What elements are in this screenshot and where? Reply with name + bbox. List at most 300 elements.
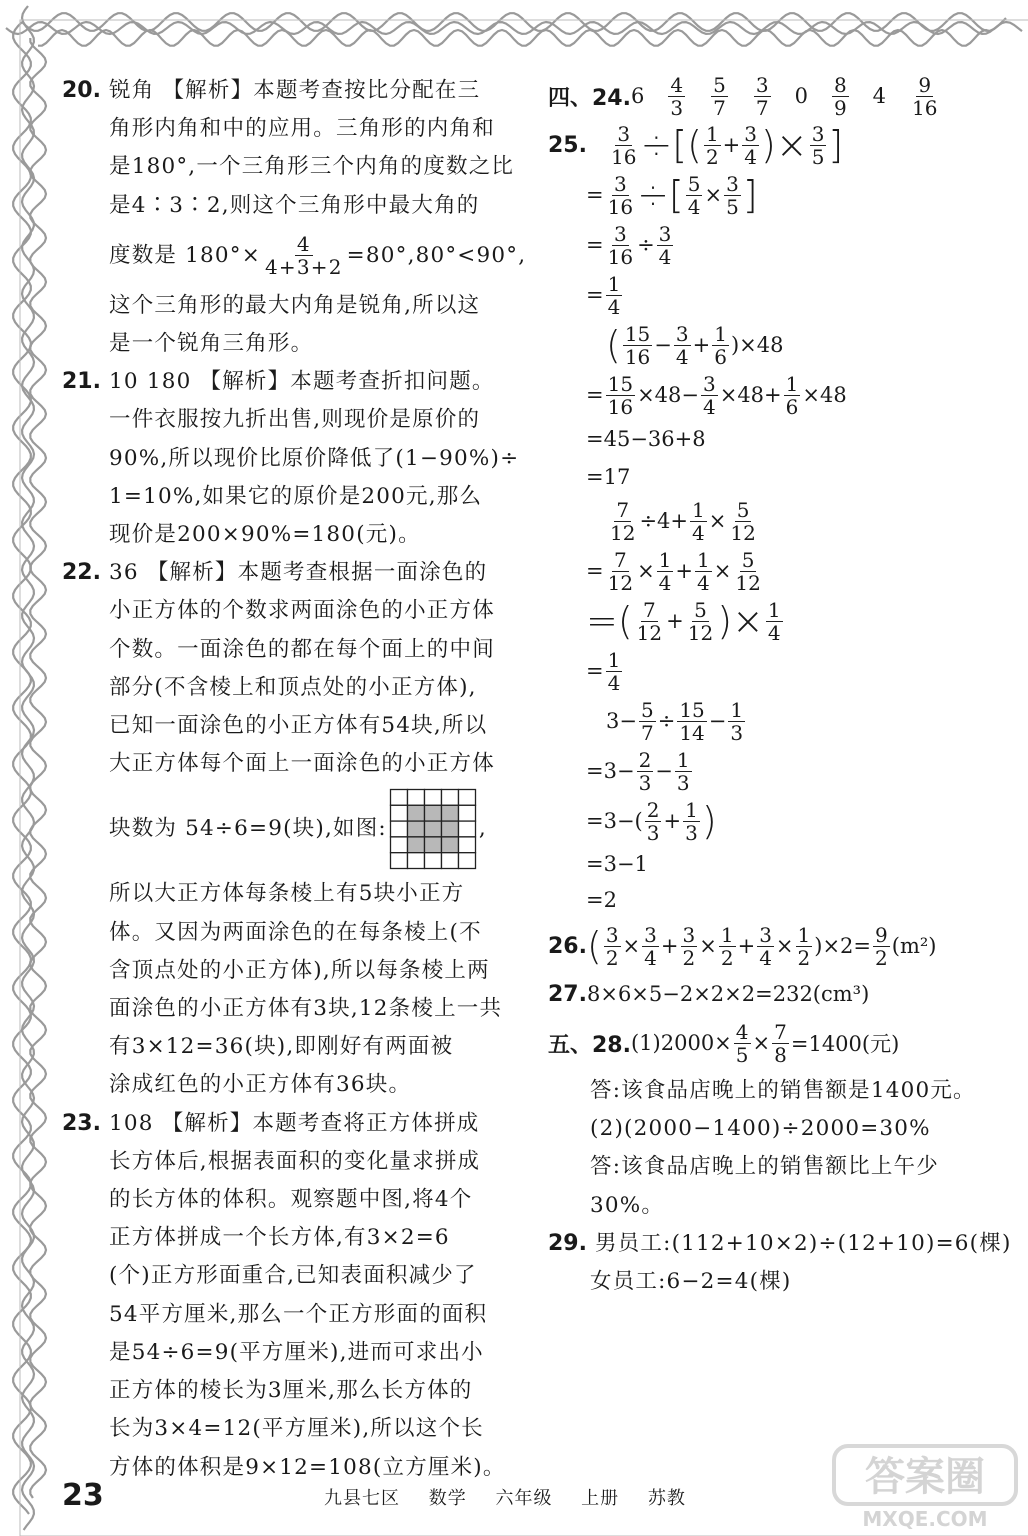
text: (1)2000× (630, 1031, 732, 1055)
numerator: 5 (713, 72, 726, 97)
text: )× (761, 123, 808, 167)
fraction (604, 924, 621, 969)
fraction (742, 123, 759, 168)
text: 角形内角和中的应用。三角形的内角和 (109, 116, 495, 142)
text: 所以大正方体每条棱上有5块小正方 (109, 881, 465, 907)
text: 一件衣服按九折出售,则现价是原价的 (109, 407, 481, 433)
numerator: 5 (694, 597, 707, 622)
q20-line (62, 148, 515, 186)
denominator: 4 (675, 344, 689, 369)
question-number: 29. (548, 1230, 587, 1256)
denominator: 4 (644, 945, 657, 970)
denominator: 14 (679, 720, 705, 745)
q22-line (62, 875, 506, 913)
text: + (660, 934, 679, 958)
fraction (606, 173, 635, 218)
text: − (708, 709, 727, 733)
fraction (677, 699, 706, 744)
fraction (728, 699, 745, 744)
q29-line (548, 1263, 993, 1301)
numerator: 3 (613, 171, 627, 196)
denominator: 4 (607, 294, 621, 319)
text: =1400(元) (790, 1032, 900, 1056)
numerator: 3 (605, 922, 619, 947)
text: ×48+ (719, 383, 782, 407)
numerator: 15 (607, 371, 634, 396)
text: )×2= (814, 934, 872, 958)
q23-line (62, 1181, 506, 1219)
q25-step (548, 170, 993, 220)
numerator: 1 (797, 922, 811, 947)
denominator: 7 (640, 720, 654, 745)
numerator: 3 (759, 922, 772, 947)
text: 锐角 【解析】本题考查按比分配在三 (109, 78, 481, 103)
numerator: 15 (624, 321, 651, 346)
text: =3− (586, 759, 635, 783)
numerator: 3 (811, 121, 825, 146)
q23-line (62, 1105, 506, 1143)
denominator: 2 (720, 945, 734, 970)
fraction (810, 123, 827, 168)
denominator: 12 (687, 620, 714, 645)
numerator: 3 (675, 321, 689, 346)
q21-line (62, 478, 506, 516)
numerator: 7 (613, 547, 627, 572)
text: 30%。 (590, 1192, 665, 1218)
q23-line (62, 1334, 506, 1372)
text: 度数是 180°× (109, 242, 261, 268)
fraction (712, 323, 729, 368)
q28-answer-line (548, 1187, 993, 1225)
fraction (606, 273, 623, 318)
denominator: 6 (714, 344, 727, 369)
q25-step (548, 646, 993, 696)
numerator: 7 (643, 597, 656, 622)
q25-step (548, 846, 993, 882)
denominator: 16 (607, 244, 634, 269)
denominator: 3 (676, 770, 690, 795)
text: = (586, 233, 604, 257)
text: =17 (586, 465, 631, 489)
denominator: 4 (697, 570, 710, 595)
text: 正方体拼成一个长方体,有3×2=6 (109, 1225, 450, 1251)
question-number: 21. (62, 369, 101, 395)
q22-line (62, 1028, 506, 1066)
numerator: 3 (644, 922, 657, 947)
text: × (637, 559, 655, 583)
denominator: 8 (774, 1042, 787, 1067)
text: + (722, 133, 741, 157)
numerator: 7 (616, 497, 630, 522)
watermark-text: 答案圈 (865, 1454, 985, 1500)
text: ÷4+ (639, 509, 689, 533)
text: 有3×12=36(块),即刚好有两面被 (109, 1034, 454, 1060)
text: 现价是200×90%=180(元)。 (109, 522, 421, 548)
denominator: 4 (658, 570, 672, 595)
text: =2 (586, 888, 617, 912)
fraction (623, 323, 652, 368)
q28-answer-line (548, 1148, 993, 1186)
denominator: 3 (670, 95, 684, 120)
fraction (772, 1021, 789, 1066)
text: = (586, 383, 604, 407)
text: 答:该食品店晚上的销售额是1400元。 (590, 1078, 976, 1103)
fraction (695, 549, 712, 594)
q25-step (548, 370, 993, 420)
numerator: 3 (658, 221, 672, 246)
text: 女员工:6−2=4(棵) (590, 1269, 792, 1295)
page-number: 23 (62, 1478, 104, 1513)
fraction (657, 549, 674, 594)
fraction (690, 499, 707, 544)
numerator: 5 (687, 171, 701, 196)
fraction (873, 924, 890, 969)
text: 1=10%,如果它的原价是200元,那么 (109, 483, 483, 509)
numerator: 4 (296, 232, 311, 257)
numerator: 1 (692, 497, 705, 522)
fraction (766, 599, 783, 644)
text: 是180°,一个三角形三个内角的度数之比 (109, 154, 515, 180)
fraction (832, 74, 849, 119)
denominator: 5 (726, 194, 739, 219)
q25-step (548, 320, 993, 370)
numerator: 3 (726, 171, 739, 196)
q22-line (62, 707, 506, 745)
text: 0 (794, 84, 808, 108)
denominator: 4 (759, 945, 772, 970)
text: 36 【解析】本题考查根据一面涂色的 (109, 560, 488, 586)
fraction (701, 373, 718, 418)
text: )×48 (730, 333, 784, 357)
q25-step (548, 546, 993, 596)
numerator: 15 (679, 697, 705, 722)
text: × (704, 183, 723, 207)
text: ÷[ (637, 173, 684, 217)
fraction (754, 74, 771, 119)
text: 54平方厘米,那么一个正方形面的面积 (109, 1301, 488, 1327)
numerator: 2 (638, 747, 652, 772)
denominator: 6 (785, 394, 799, 419)
text: + (666, 609, 684, 633)
numerator: 3 (613, 221, 627, 246)
denominator: 4 (702, 394, 716, 419)
q29-line (548, 1225, 1012, 1263)
q22-line (62, 669, 506, 707)
denominator: 16 (607, 394, 634, 419)
text: (个)正方形面重合,已知表面积减少了 (109, 1263, 477, 1289)
text: , (478, 816, 487, 842)
q23-line (62, 1257, 506, 1295)
denominator: 3 (638, 770, 652, 795)
q21-line (62, 440, 520, 478)
text: = (586, 183, 604, 207)
text: 的长方体的体积。观察题中图,将4个 (109, 1187, 473, 1213)
text: × (713, 559, 732, 583)
fraction (657, 223, 674, 268)
text: 8×6×5−2×2×2=232(cm³) (586, 982, 870, 1006)
fraction (606, 549, 635, 594)
watermark-url: MXQE.COM (862, 1507, 988, 1531)
denominator: 2 (875, 945, 888, 970)
text: =3−( (586, 809, 643, 833)
q21-line (62, 401, 506, 439)
text: − (654, 333, 672, 357)
q28-answer-line (548, 1110, 993, 1148)
fraction (686, 173, 703, 218)
q21-line (62, 363, 506, 401)
question-number: 四、24. (548, 85, 631, 111)
numerator: 1 (730, 697, 744, 722)
text: 长方体后,根据表面积的变化量求拼成 (109, 1148, 481, 1174)
denominator: 12 (735, 570, 761, 595)
numerator: 1 (685, 797, 698, 822)
denominator: 7 (755, 95, 769, 120)
text: 大正方体每个面上一面涂色的小正方体 (109, 751, 495, 777)
numerator: 8 (833, 72, 847, 97)
denominator: 4 (767, 620, 781, 645)
denominator: 12 (636, 620, 663, 645)
numerator: 5 (640, 697, 654, 722)
fraction (642, 924, 659, 969)
fraction (263, 233, 345, 278)
fraction (635, 599, 664, 644)
text: 是一个锐角三角形。 (109, 331, 314, 357)
question-number: 22. (62, 560, 101, 586)
q27-equation (548, 974, 993, 1014)
denominator: 12 (730, 520, 756, 545)
denominator: 12 (607, 570, 634, 595)
fraction (719, 924, 736, 969)
text: × (775, 934, 794, 958)
numerator: 9 (875, 922, 888, 947)
numerator: 4 (735, 1019, 749, 1044)
text: 部分(不含棱上和顶点处的小正方体), (109, 674, 477, 700)
q24-answers (548, 72, 993, 120)
text: 90%,所以现价比原价降低了(1−90%)÷ (109, 445, 520, 471)
text: ÷ (657, 709, 676, 733)
text: 方体的体积是9×12=108(立方厘米)。 (109, 1454, 506, 1480)
text: × (708, 509, 727, 533)
fraction (734, 1021, 751, 1066)
text: 体。又因为两面涂色的在每条棱上(不 (109, 919, 482, 945)
denominator: 2 (705, 144, 719, 169)
question-number: 26. (548, 933, 587, 959)
text: 10 180 【解析】本题考查折扣问题。 (109, 369, 495, 395)
fraction (784, 373, 801, 418)
q20-line (62, 187, 506, 225)
fraction (733, 549, 762, 594)
numerator: 1 (705, 121, 719, 146)
fraction (639, 699, 656, 744)
fraction (796, 924, 813, 969)
text: ( (586, 924, 602, 968)
fraction (645, 799, 662, 844)
denominator: 9 (833, 95, 847, 120)
q23-line (62, 1219, 506, 1257)
numerator: 1 (714, 321, 727, 346)
text: ( (606, 323, 621, 367)
q22-line (62, 952, 506, 990)
text: ×48 (802, 383, 847, 407)
question-number: 27. (548, 981, 587, 1007)
q23-line (62, 1296, 506, 1334)
numerator: 3 (682, 922, 696, 947)
question-number: 五、28. (548, 1032, 631, 1058)
q20-line (62, 72, 506, 110)
q22-line (62, 990, 506, 1028)
fraction (704, 123, 721, 168)
numerator: 5 (741, 547, 755, 572)
q22-line (62, 1066, 506, 1104)
text: 已知一面涂色的小正方体有54块,所以 (109, 713, 488, 739)
text: × (699, 934, 717, 958)
denominator: 7 (713, 95, 726, 120)
text: ÷[( (640, 123, 702, 167)
q25-step (548, 882, 993, 918)
q25-step (548, 420, 993, 458)
q28-answer-line (548, 1072, 993, 1110)
text: ] (742, 173, 758, 217)
text: (m²) (891, 934, 937, 958)
question-number: 20. (62, 78, 101, 103)
q28-equation (548, 1014, 993, 1072)
numerator: 1 (785, 371, 799, 396)
q20-line (62, 110, 506, 148)
text: =3−1 (586, 852, 648, 876)
text: =( (586, 599, 633, 643)
text: + (663, 809, 682, 833)
fraction (609, 123, 638, 168)
q20-line (62, 225, 527, 287)
denominator: 2 (605, 945, 619, 970)
q26-equation (548, 918, 993, 974)
denominator: 16 (912, 95, 938, 120)
text: 含顶点处的小正方体),所以每条棱上两 (109, 957, 490, 983)
text: 6 (630, 84, 645, 108)
text: 男员工:(112+10×2)÷(12+10)=6(棵) (595, 1230, 1012, 1256)
q25-step (548, 270, 993, 320)
denominator: 4 (658, 244, 672, 269)
numerator: 3 (755, 72, 769, 97)
fraction (686, 599, 715, 644)
q25-step (548, 458, 993, 496)
numerator: 1 (676, 747, 690, 772)
q21-line (62, 516, 506, 554)
text: 个数。一面涂色的都在每个面上的中间 (109, 636, 495, 662)
q25-step (548, 596, 993, 646)
fraction (608, 499, 637, 544)
watermark-logo (830, 1440, 1020, 1532)
q20-line (62, 287, 506, 325)
denominator: 2 (682, 945, 696, 970)
numerator: 1 (607, 271, 621, 296)
q22-line (62, 914, 506, 952)
text: = (586, 559, 604, 583)
q25-step (548, 120, 993, 170)
q25-step (548, 696, 993, 746)
text: 正方体的棱长为3厘米,那么长方体的 (109, 1378, 473, 1404)
fraction (757, 924, 774, 969)
fraction (606, 373, 635, 418)
q22-line (62, 783, 506, 875)
fraction (724, 173, 741, 218)
denominator: 12 (610, 520, 636, 545)
denominator: 4 (692, 520, 705, 545)
denominator: 5 (811, 144, 825, 169)
text: )× (717, 599, 764, 643)
text: =80°,80°<90°, (346, 242, 527, 268)
numerator: 3 (617, 121, 631, 146)
fraction (711, 74, 728, 119)
q25-step (548, 496, 993, 546)
denominator: 4 (607, 670, 621, 695)
cube-face-grid (389, 788, 477, 870)
denominator: 16 (607, 194, 634, 219)
text: = (586, 283, 604, 307)
question-number: 23. (62, 1110, 101, 1136)
denominator: 3 (646, 820, 660, 845)
numerator: 3 (744, 121, 758, 146)
numerator: 5 (736, 497, 750, 522)
text: 小正方体的个数求两面涂色的小正方体 (109, 598, 495, 624)
denominator: 4+3+2 (264, 255, 343, 280)
text: ) (701, 799, 717, 843)
denominator: 4 (687, 194, 701, 219)
numerator: 1 (697, 547, 710, 572)
numerator: 2 (646, 797, 660, 822)
text: × (622, 934, 641, 958)
numerator: 3 (702, 371, 716, 396)
denominator: 16 (610, 144, 637, 169)
fraction (637, 749, 654, 794)
denominator: 4 (744, 144, 758, 169)
text: ÷ (637, 233, 655, 257)
q25-step (548, 796, 993, 846)
numerator: 1 (720, 922, 734, 947)
fraction (683, 799, 700, 844)
q23-line (62, 1143, 506, 1181)
numerator: 1 (607, 647, 621, 672)
fraction (681, 924, 698, 969)
text: 这个三角形的最大内角是锐角,所以这 (109, 292, 481, 318)
denominator: 3 (685, 820, 698, 845)
denominator: 2 (797, 945, 811, 970)
text: 3− (606, 709, 637, 733)
denominator: 16 (624, 344, 651, 369)
text: 108 【解析】本题考查将正方体拼成 (109, 1110, 480, 1136)
text: 4 (872, 84, 887, 108)
fraction (668, 74, 685, 119)
denominator: 5 (735, 1042, 749, 1067)
fraction (606, 649, 623, 694)
text: 块数为 54÷6=9(块),如图: (109, 816, 387, 842)
numerator: 4 (670, 72, 684, 97)
text: + (675, 559, 694, 583)
text: 面涂色的小正方体有3块,12条棱上一共 (109, 996, 503, 1022)
fraction (675, 749, 692, 794)
fraction (674, 323, 691, 368)
text: + (737, 934, 756, 958)
q22-line (62, 631, 506, 669)
text: =45−36+8 (586, 427, 706, 451)
q22-line (62, 554, 506, 592)
text: 长为3×4=12(平方厘米),所以这个长 (109, 1416, 484, 1442)
text: (2)(2000−1400)÷2000=30% (590, 1116, 931, 1142)
footer-text: 九县七区 数学 六年级 上册 苏教 (324, 1488, 686, 1509)
right-column (548, 72, 1012, 1301)
fraction (910, 74, 939, 119)
fraction (606, 223, 635, 268)
